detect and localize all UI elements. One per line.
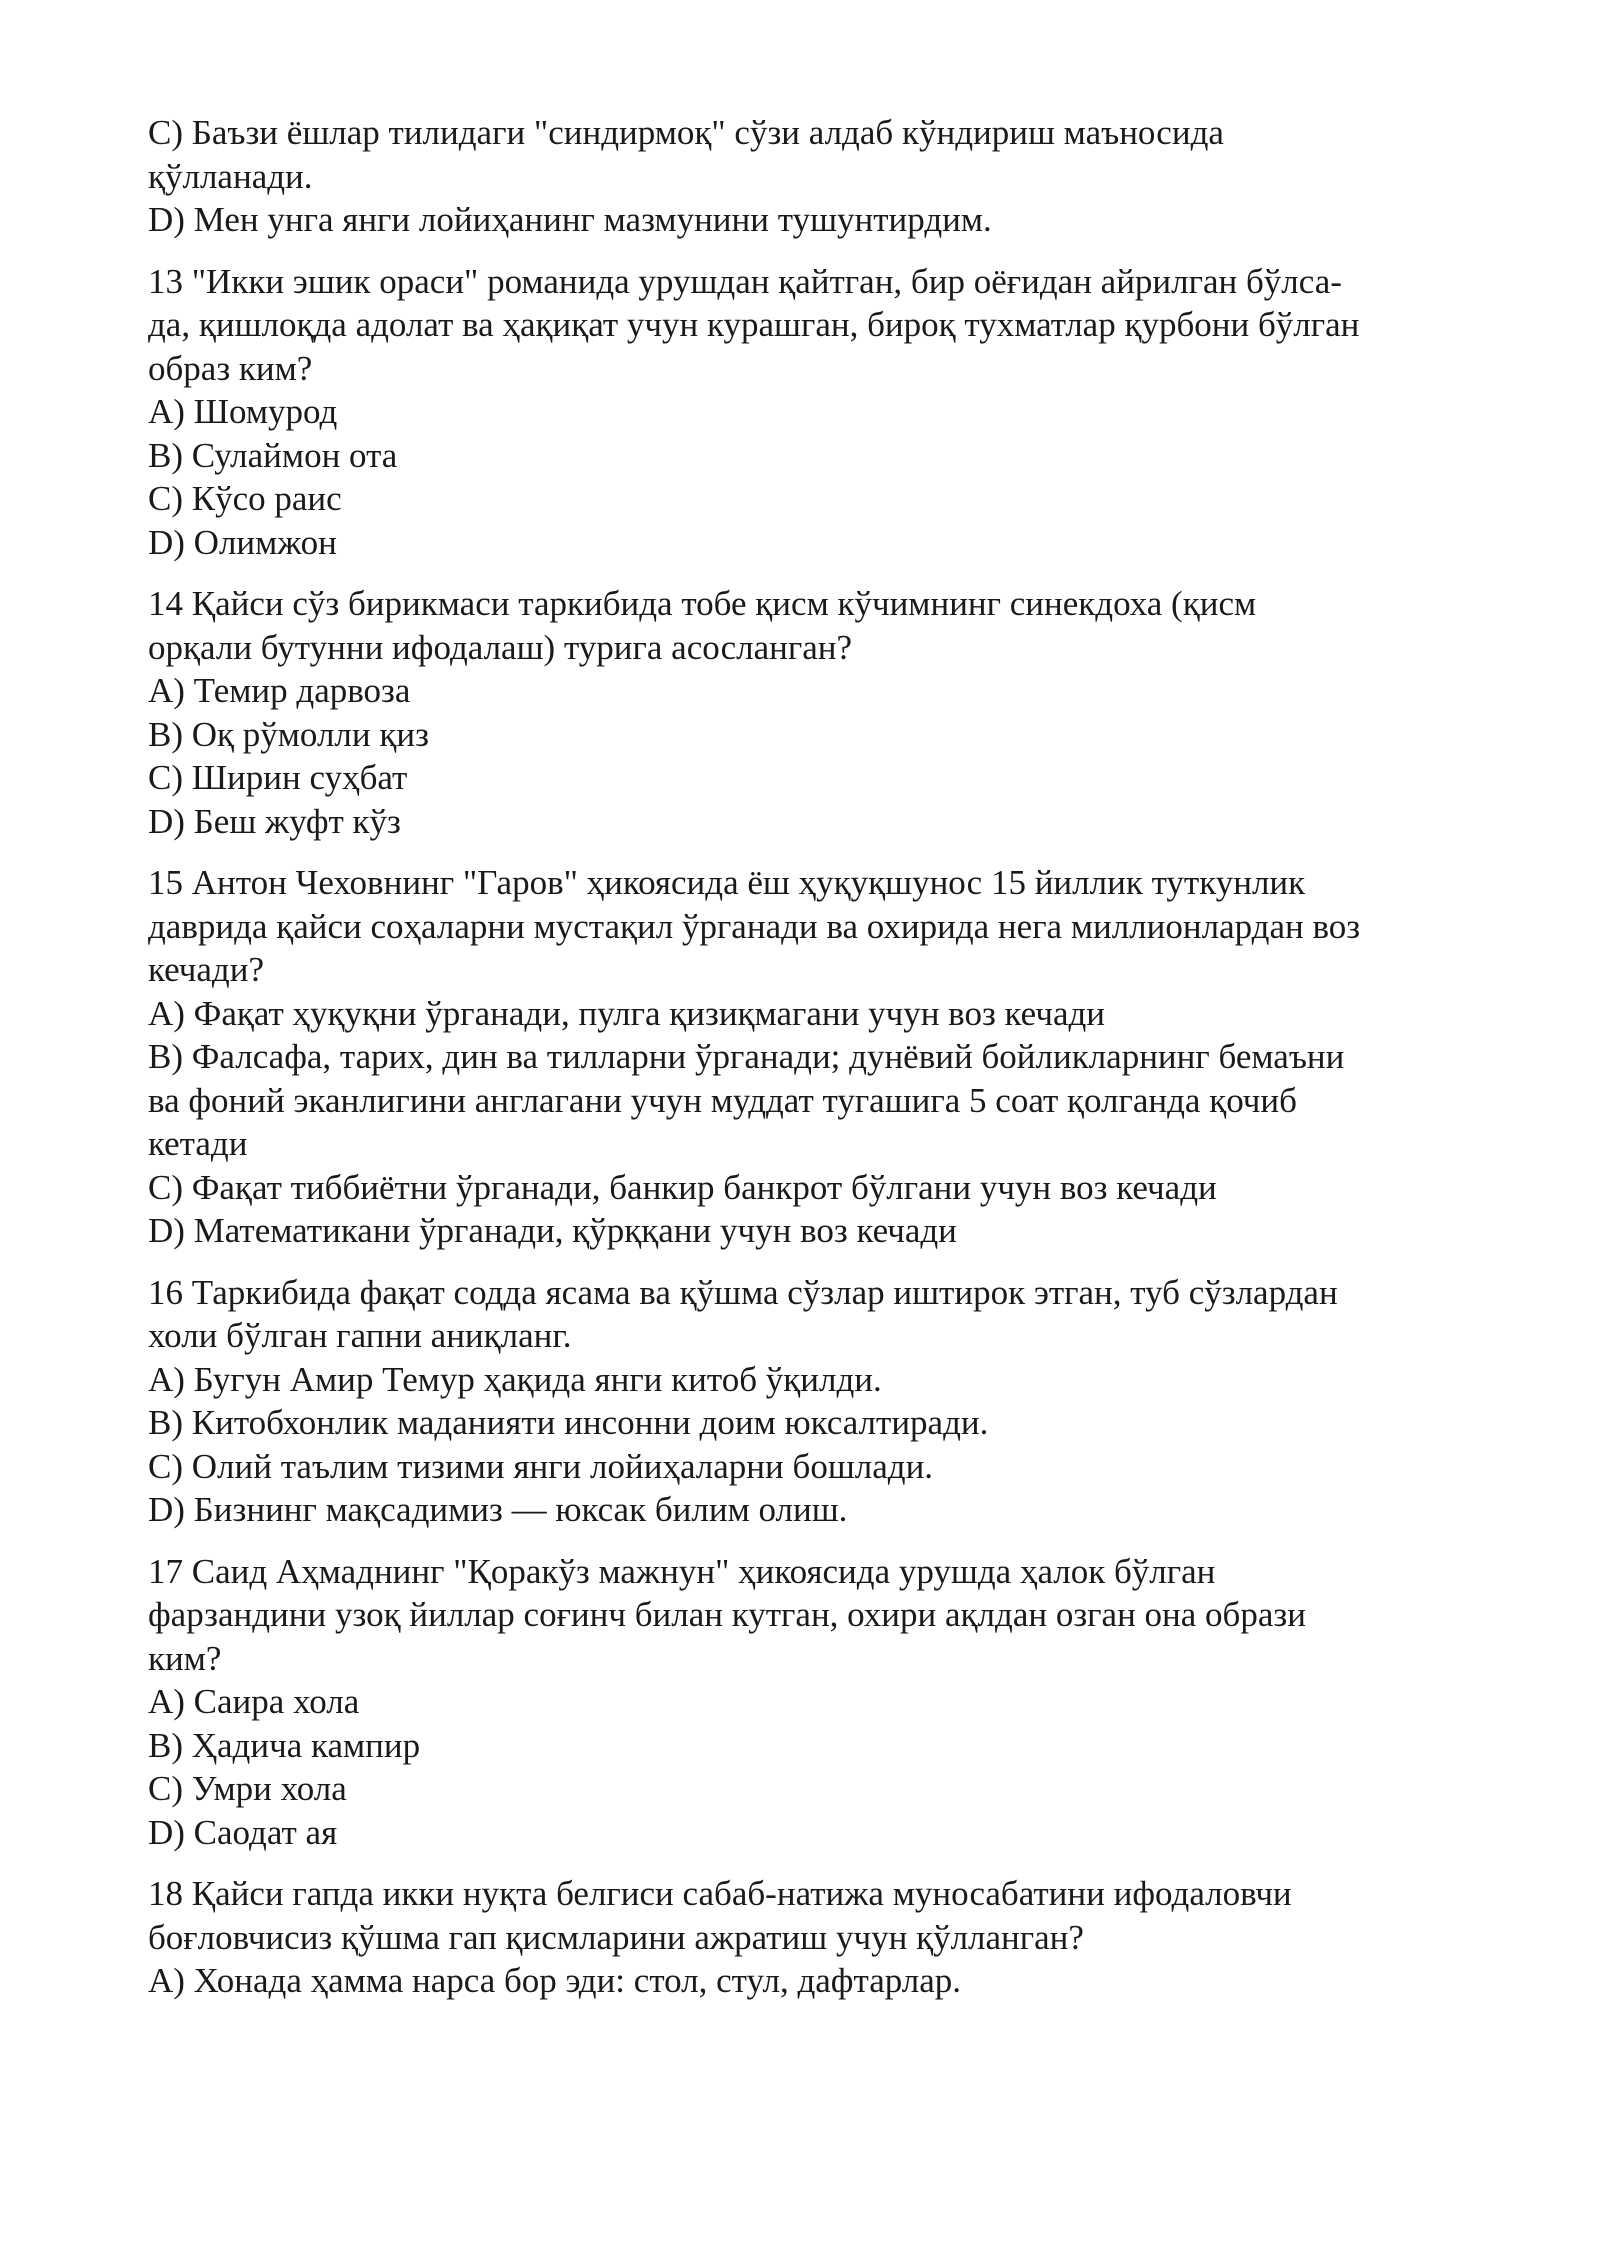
option-line: B) Фалсафа, тарих, дин ва тилларни ўрганади; дунёвий бойликларнинг бемаъни [148, 1037, 1345, 1076]
question-line: 18 Қайси гапда икки нуқта белгиси сабаб-натижа муносабатини ифодаловчи [148, 1874, 1292, 1913]
option-c: C) Фақат тиббиётни ўрганади, банкир банкрот бўлгани учун воз кечади [148, 1167, 1217, 1207]
question-13 [148, 260, 1478, 565]
option-d: D) Олимжон [148, 522, 337, 562]
question-line: кечади? [148, 950, 265, 989]
option-c [148, 111, 1478, 198]
question-line: ким? [148, 1638, 222, 1678]
question-line: боғловчисиз қўшма гап қисмларини ажратиш учун қўлланган? [148, 1917, 1084, 1957]
question-line: холи бўлган гапни аниқланг. [148, 1316, 572, 1355]
option-d: D) Саодат ая [148, 1812, 338, 1852]
question-text [148, 1271, 1478, 1358]
option-line: қўлланади. [148, 156, 313, 196]
test-page [148, 111, 1478, 2021]
option-a: A) Саира хола [148, 1682, 360, 1721]
option-d: D) Беш жуфт кўз [148, 801, 401, 841]
option-c: C) Кўсо раис [148, 479, 342, 518]
question-line: да, қишлоқда адолат ва ҳақиқат учун курашган, бироқ тухматлар қурбони бўлган [148, 305, 1360, 344]
option-b: B) Ҳадича кампир [148, 1725, 421, 1765]
option-a: A) Шомурод [148, 392, 338, 431]
option-d: D) Бизнинг мақсадимиз — юксак билим олиш. [148, 1490, 848, 1529]
question-15 [148, 861, 1478, 1253]
option-c: C) Ширин суҳбат [148, 758, 408, 797]
question-line: 17 Саид Аҳмаднинг "Қоракўз мажнун" ҳикоясида урушда ҳалок бўлган [148, 1551, 1216, 1591]
question-text [148, 1550, 1478, 1681]
question-16 [148, 1271, 1478, 1532]
question-line: 15 Антон Чеховнинг "Гаров" ҳикоясида ёш ҳуқуқшунос 15 йиллик туткунлик [148, 863, 1306, 902]
question-text [148, 582, 1478, 669]
option-c: C) Умри хола [148, 1769, 347, 1808]
question-17 [148, 1550, 1478, 1855]
option-d: D) Математикани ўрганади, қўрққани учун воз кечади [148, 1211, 957, 1250]
option-line: кетади [148, 1124, 248, 1163]
question-14 [148, 582, 1478, 843]
continued-options [148, 111, 1478, 242]
option-b: B) Сулаймон ота [148, 435, 398, 475]
option-a: A) Бугун Амир Темур ҳақида янги китоб ўқилди. [148, 1359, 882, 1399]
question-line: образ ким? [148, 348, 313, 388]
question-line: 14 Қайси сўз бирикмаси таркибида тобе қисм кўчимнинг синекдоха (қисм [148, 584, 1257, 623]
question-text [148, 861, 1478, 992]
option-line: C) Баъзи ёшлар тилидаги "синдирмоқ" сўзи алдаб кўндириш маъносида [148, 113, 1224, 152]
option-b: B) Китобхонлик маданияти инсонни доим юксалтиради. [148, 1403, 989, 1442]
question-text [148, 260, 1478, 391]
question-text [148, 1872, 1478, 1959]
option-a: A) Фақат ҳуқуқни ўрганади, пулга қизиқмагани учун воз кечади [148, 993, 1106, 1033]
question-line: фарзандини узоқ йиллар соғинч билан кутган, охири ақлдан озган она образи [148, 1595, 1306, 1634]
option-d [148, 198, 1478, 242]
option-a: A) Хонада ҳамма нарса бор эди: стол, стул, дафтарлар. [148, 1961, 962, 2000]
option-line: ва фоний эканлигини англагани учун муддат тугашига 5 соат қолганда қочиб [148, 1080, 1297, 1120]
question-18 [148, 1872, 1478, 2003]
option-b [148, 1035, 1478, 1166]
option-line: D) Мен унга янги лойиҳанинг мазмунини тушунтирдим. [148, 200, 992, 239]
question-line: 13 "Икки эшик ораси" романида урушдан қайтган, бир оёғидан айрилган бўлса- [148, 261, 1342, 301]
question-line: 16 Таркибида фақат содда ясама ва қўшма сўзлар иштирок этган, туб сўзлардан [148, 1272, 1338, 1312]
question-line: орқали бутунни ифодалаш) турига асосланган? [148, 627, 853, 667]
question-line: даврида қайси соҳаларни мустақил ўрганади ва охирида нега миллионлардан воз [148, 906, 1361, 946]
option-a: A) Темир дарвоза [148, 671, 411, 710]
option-b: B) Оқ рўмолли қиз [148, 714, 429, 754]
option-c: C) Олий таълим тизими янги лойиҳаларни бошлади. [148, 1446, 934, 1486]
